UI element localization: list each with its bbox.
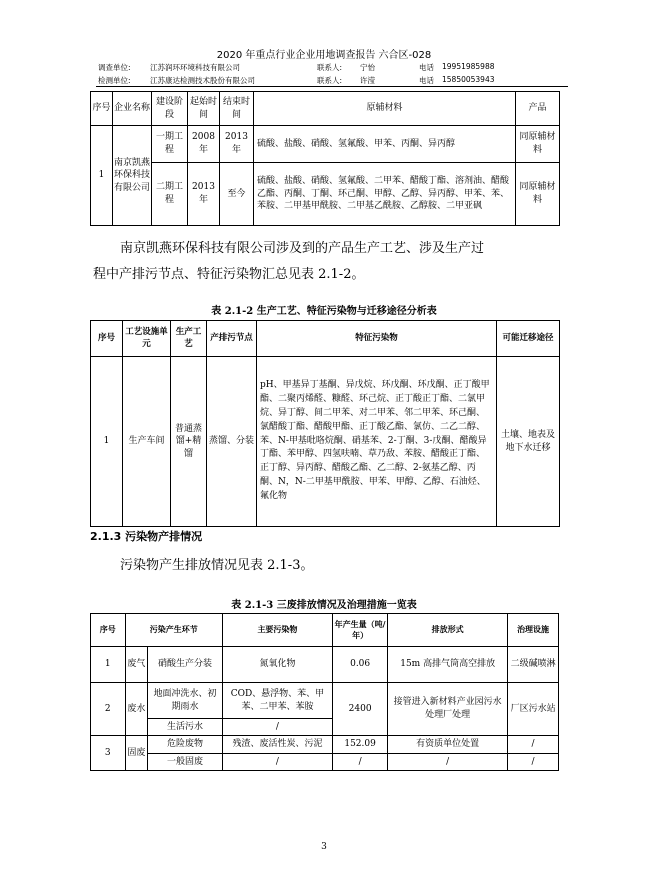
node-cell: 蒸馏、分装 [207,357,257,527]
company-name: 南京凯燕环保科技有限公司 [113,126,152,226]
test-phone: 15850053943 [442,75,495,84]
survey-contact-name: 宁怡 [360,63,375,72]
header-cell: 治理设施 [508,614,559,647]
header-cell: 产排污节点 [207,321,257,357]
pollutant-cell: 氮氧化物 [222,647,332,683]
product-cell: 同原辅材料 [516,126,560,163]
test-unit-row [98,75,568,86]
paragraph-line: 污染物产生排放情况见表 2.1-3。 [120,558,314,573]
waste-type: 废水 [125,683,148,736]
test-contact-name: 许滢 [360,76,375,85]
start-cell: 2013年 [188,163,220,226]
materials-cell: 硫酸、盐酸、硝酸、氢氟酸、甲苯、丙酮、异丙醇 [254,126,516,163]
stage-cell: 二期工程 [152,163,188,226]
survey-unit-row [98,62,568,73]
source-cell: 一般固废 [148,754,223,771]
amount-cell: 0.06 [333,647,388,683]
pathway-cell: 土壤、地表及地下水迁移 [497,357,560,527]
form-cell: 有资质单位处置 [388,736,508,754]
unit-cell: 生产车间 [123,357,171,527]
source-cell: 地面冲洗水、初期雨水 [148,683,223,719]
header-cell: 起始时间 [188,92,220,126]
pollutant-cell: 残渣、废活性炭、污泥 [222,736,332,754]
form-cell: 15m 高排气筒高空排放 [388,647,508,683]
paragraph-line: 南京凯燕环保科技有限公司涉及到的产品生产工艺、涉及生产过 [120,241,485,256]
survey-phone: 19951985988 [442,62,495,71]
survey-unit-label: 调查单位: [98,63,131,72]
paragraph-line: 程中产排污节点、特征污染物汇总见表 2.1-2。 [93,267,365,282]
row-number: 1 [91,126,113,226]
header-divider [96,86,568,87]
end-cell: 2013年 [220,126,254,163]
table-row [91,357,560,527]
waste-type: 固废 [125,736,148,771]
source-cell: 危险废物 [148,736,223,754]
header-cell: 序号 [91,92,113,126]
header-cell: 可能迁移途径 [497,321,560,357]
materials-cell: 硫酸、盐酸、硝酸、氢氟酸、二甲苯、醋酸丁酯、溶剂油、醋酸乙酯、丙酮、丁酮、环己酮、甲醇、乙醇、异丙醇、甲苯、苯、苯胺、二甲基甲酰胺、二甲基乙酰胺、乙醇胺、二甲亚砜 [254,163,516,226]
header-cell: 企业名称 [113,92,152,126]
survey-contact-label: 联系人: [317,63,343,72]
row-number: 1 [91,647,126,683]
header-cell: 污染产生环节 [125,614,222,647]
page-number: 3 [321,842,327,852]
form-cell: 接管进入新材料产业园污水处理厂处理 [388,683,508,736]
header-cell: 建设阶段 [152,92,188,126]
facility-cell: 二级碱喷淋 [508,647,559,683]
header-cell: 序号 [91,321,123,357]
row-number: 1 [91,357,123,527]
table-header-row [91,92,560,126]
header-cell: 原辅材料 [254,92,516,126]
table-caption: 表 2.1-3 三废排放情况及治理措施一览表 [231,600,417,611]
source-cell: 硝酸生产分装 [148,647,223,683]
facility-cell: / [508,736,559,754]
pollutant-cell: / [222,719,332,736]
table-row [91,683,559,719]
survey-phone-label: 电话 [419,63,434,72]
stage-cell: 一期工程 [152,126,188,163]
header-cell: 产品 [516,92,560,126]
amount-cell: / [333,754,388,771]
table-row [91,647,559,683]
product-cell: 同原辅材料 [516,163,560,226]
pollutants-cell: pH、甲基异丁基酮、异戊烷、环戊酮、环戊酮、正丁酸甲酯、二聚丙烯醛、糠醛、环己烷、正丁酸正丁酯、二氯甲烷、异丁醇、间二甲苯、对二甲苯、邻二甲苯、环己酮、氯醋酸丁酯、醋酸甲酯、正丁酸乙酯、氯仿、二乙二醇、苯、N-甲基吡咯烷酮、硝基苯、2-丁酮、3-戊酮、醋酸异丁酯、苯甲醇、四氢呋喃、草乃敌、苯胺、醋酸正丁酯、正丁醇、异丙醇、醋酸乙酯、乙二醇、2-氨基乙醇、丙酮、N，N-二甲基甲酰胺、甲苯、甲醇、乙醇、石油烃、氟化物 [257,357,497,527]
end-cell: 至今 [220,163,254,226]
header-cell: 工艺设施单元 [123,321,171,357]
header-cell: 生产工艺 [171,321,207,357]
waste-type: 废气 [125,647,148,683]
test-unit-name: 江苏康达检测技术股份有限公司 [150,76,255,85]
materials-table [90,91,560,226]
facility-cell: 厂区污水站 [508,683,559,736]
waste-emission-table [90,613,559,771]
facility-cell: / [508,754,559,771]
header-cell: 排放形式 [388,614,508,647]
pollutant-cell: COD、悬浮物、苯、甲苯、二甲苯、苯胺 [222,683,332,719]
test-unit-label: 检测单位: [98,76,131,85]
header-cell: 特征污染物 [257,321,497,357]
process-cell: 普通蒸馏+精馏 [171,357,207,527]
table-row [91,736,559,754]
test-phone-label: 电话 [419,76,434,85]
amount-cell: 2400 [333,683,388,736]
header-cell: 主要污染物 [222,614,332,647]
table-header-row [91,614,559,647]
table-row [91,163,560,226]
row-number: 3 [91,736,126,771]
table-header-row [91,321,560,357]
row-number: 2 [91,683,126,736]
report-title: 2020 年重点行业企业用地调查报告 六合区-028 [216,50,432,61]
section-heading: 2.1.3 污染物产排情况 [90,530,203,543]
pollutant-cell: / [222,754,332,771]
header-cell: 结束时间 [220,92,254,126]
process-pollutant-table [90,320,560,527]
table-row [91,754,559,771]
header-cell: 序号 [91,614,126,647]
form-cell: / [388,754,508,771]
start-cell: 2008年 [188,126,220,163]
source-cell: 生活污水 [148,719,223,736]
table-caption: 表 2.1-2 生产工艺、特征污染物与迁移途径分析表 [211,306,437,317]
test-contact-label: 联系人: [317,76,343,85]
amount-cell: 152.09 [333,736,388,754]
table-row [91,126,560,163]
header-cell: 年产生量（吨/年） [333,614,388,647]
survey-unit-name: 江苏润环环境科技有限公司 [150,63,240,72]
